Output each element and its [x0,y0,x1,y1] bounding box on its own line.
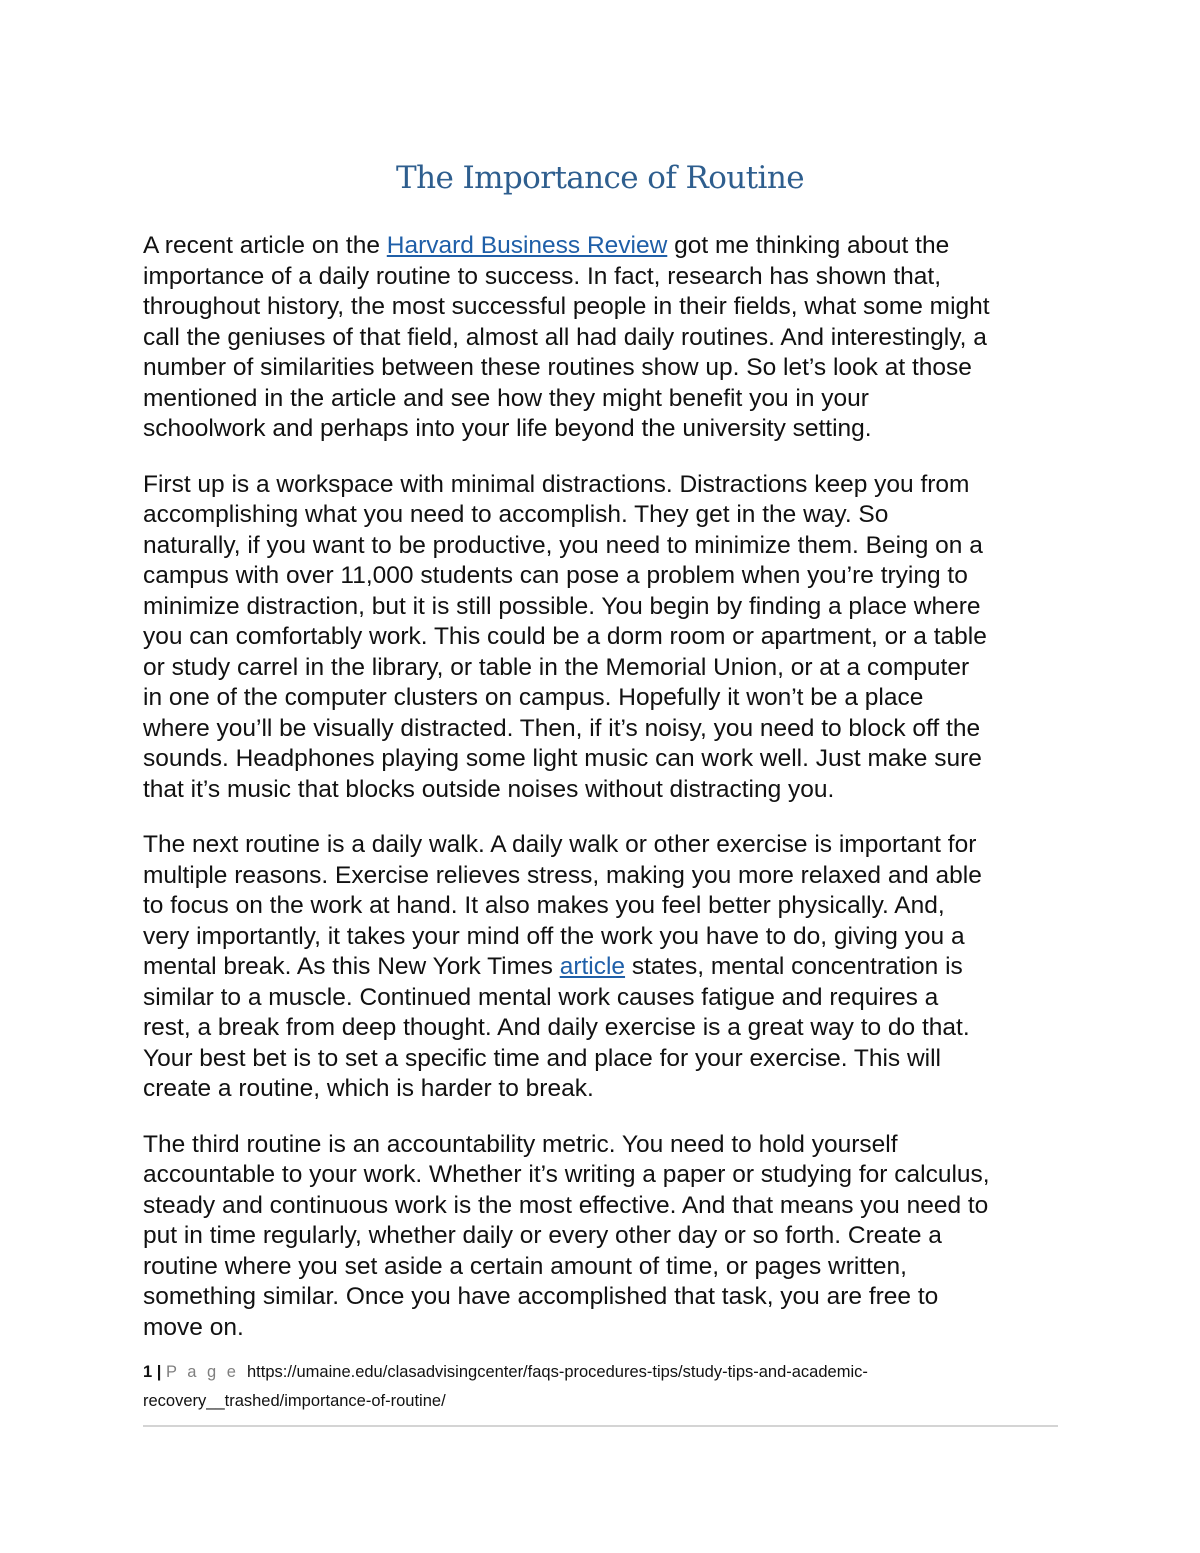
footer-divider [143,1425,1058,1427]
document-body [143,231,1058,1343]
paragraph-daily-walk [143,830,1058,1105]
paragraph-intro-text-end: got me thinking about the importance of a daily routine to success. In fact, research has shown that, throughout history, the most successful people in their fields, what some might call the geniuses of that field, almost all had daily routines. And interestingly, a number of similarities between these routines show up. So let’s look at those mentioned in the article and see how they might benefit you in your schoolwork and perhaps into your life beyond the university setting. [143,232,990,442]
footer-page-label: P a g e [165,1363,239,1381]
page-footer [143,1358,1058,1416]
footer-source-url: https://umaine.edu/clasadvisingcenter/faqs-procedures-tips/study-tips-and-academic- recovery__trashed/importance-of-routine/ [143,1363,868,1410]
paragraph-intro [143,231,1058,445]
nyt-article-link[interactable]: article [559,953,626,980]
harvard-business-review-link[interactable]: Harvard Business Review [386,232,668,259]
paragraph-intro-text-start: A recent article on the [143,232,387,259]
paragraph-accountability: The third routine is an accountability metric. You need to hold yourself accountable to your work. Whether it’s writing a paper or studying for calculus, steady and continuous work is the most effective. And that means you need to put in time regularly, whether daily or every other day or so forth. Create a routine where you set aside a certain amount of time, or pages written, something similar. Once you have accomplished that task, you are free to move on. [143,1130,990,1341]
footer-page-number: 1 [143,1363,153,1381]
paragraph-workspace: First up is a workspace with minimal distractions. Distractions keep you from accomplishing what you need to accomplish. They get in the way. So naturally, if you want to be productive, you need to minimize them. Being on a campus with over 11,000 students can pose a problem when you’re trying to minimize distraction, but it is still possible. You begin by finding a place where you can comfortably work. This could be a dorm room or apartment, or a table or study carrel in the library, or table in the Memorial Union, or at a computer in one of the computer clusters on campus. Hopefully it won’t be a place where you’ll be visually distracted. Then, if it’s noisy, you need to block off the sounds. Headphones playing some light music can work well. Just make sure that it’s music that blocks outside noises without distracting you. [143,470,987,803]
paragraph-daily-walk-text-end: states, mental concentration is similar to a muscle. Continued mental work causes fatigue and requires a rest, a break from deep thought. And daily exercise is a great way to do that. Your best bet is to set a specific time and place for your exercise. This will create a routine, which is harder to break. [143,953,970,1102]
paragraph-daily-walk-text-start: The next routine is a daily walk. A daily walk or other exercise is important for multiple reasons. Exercise relieves stress, making you more relaxed and able to focus on the work at hand. It also makes you feel better physically. And, very importantly, it takes your mind off the work you have to do, giving you a mental break. As this New York Times [143,831,982,980]
document-title: The Importance of Routine [396,160,804,196]
footer-separator: | [152,1363,166,1381]
